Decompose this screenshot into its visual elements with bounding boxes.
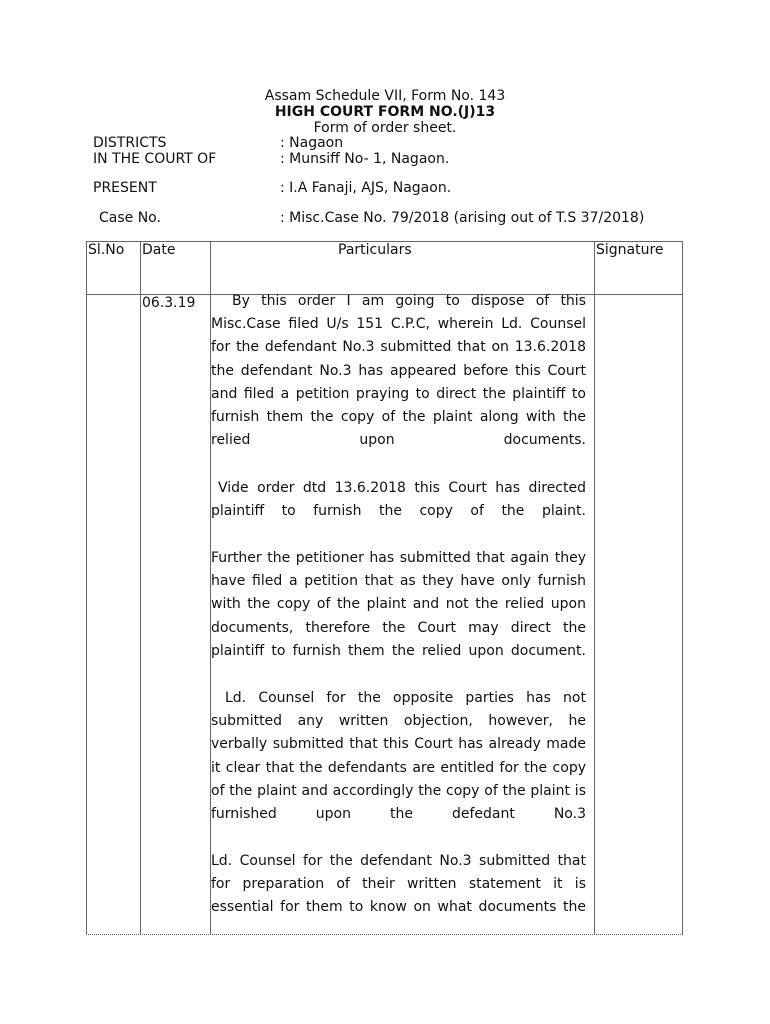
col-header-date: Date bbox=[142, 242, 176, 258]
order-paragraph-5: Ld. Counsel for the defendant No.3 submitted that for preparation of their written statement it is essential for them to know on what documents the bbox=[211, 853, 586, 916]
order-paragraph-1: By this order I am going to dispose of this Misc.Case filed U/s 151 C.P.C, wherein Ld. Counsel for the defendant No.3 submitted that on 13.6.2018 the defendant No.3 has appeared before this Court and filed a petition praying to direct the plaintiff to furnish them the copy of the plaint along with the relied upon documents. bbox=[211, 293, 586, 449]
present-value: : I.A Fanaji, AJS, Nagaon. bbox=[280, 180, 452, 196]
districts-value: : Nagaon bbox=[280, 135, 344, 151]
form-schedule-title: Assam Schedule VII, Form No. 143 bbox=[264, 88, 506, 104]
court-value: : Munsiff No- 1, Nagaon. bbox=[280, 151, 450, 167]
case-label: Case No. bbox=[99, 210, 161, 226]
form-subtitle: Form of order sheet. bbox=[313, 120, 457, 136]
form-number-title: HIGH COURT FORM NO.(J)13 bbox=[274, 104, 496, 120]
court-row bbox=[93, 151, 450, 167]
column-divider bbox=[140, 242, 141, 934]
order-paragraph-2: Vide order dtd 13.6.2018 this Court has directed plaintiff to furnish the copy of the plaint. bbox=[211, 480, 586, 520]
case-value: : Misc.Case No. 79/2018 (arising out of T.S 37/2018) bbox=[280, 210, 645, 226]
column-divider bbox=[594, 242, 595, 934]
col-header-slno: Sl.No bbox=[88, 242, 125, 258]
order-paragraph-3: Further the petitioner has submitted that again they have filed a petition that as they have only furnish with the copy of the plaint and not the relied upon documents, therefore the Court may direct the plaintiff to furnish them the relied upon document. bbox=[211, 550, 586, 659]
districts-row bbox=[93, 135, 344, 151]
col-header-signature: Signature bbox=[596, 242, 664, 258]
present-label: PRESENT bbox=[93, 180, 157, 196]
court-label: IN THE COURT OF bbox=[93, 151, 217, 167]
entry-date: 06.3.19 bbox=[142, 295, 196, 311]
col-header-particulars: Particulars bbox=[338, 242, 412, 258]
case-row bbox=[99, 210, 645, 226]
districts-label: DISTRICTS bbox=[93, 135, 167, 151]
order-paragraph-4: Ld. Counsel for the opposite parties has not submitted any written objection, however, he verbally submitted that this Court has already made it clear that the defendants are entitled for the copy of the plaint and accordingly the copy of the plaint is furnished upon the defedant No.3 bbox=[211, 690, 586, 823]
present-row bbox=[93, 180, 452, 196]
